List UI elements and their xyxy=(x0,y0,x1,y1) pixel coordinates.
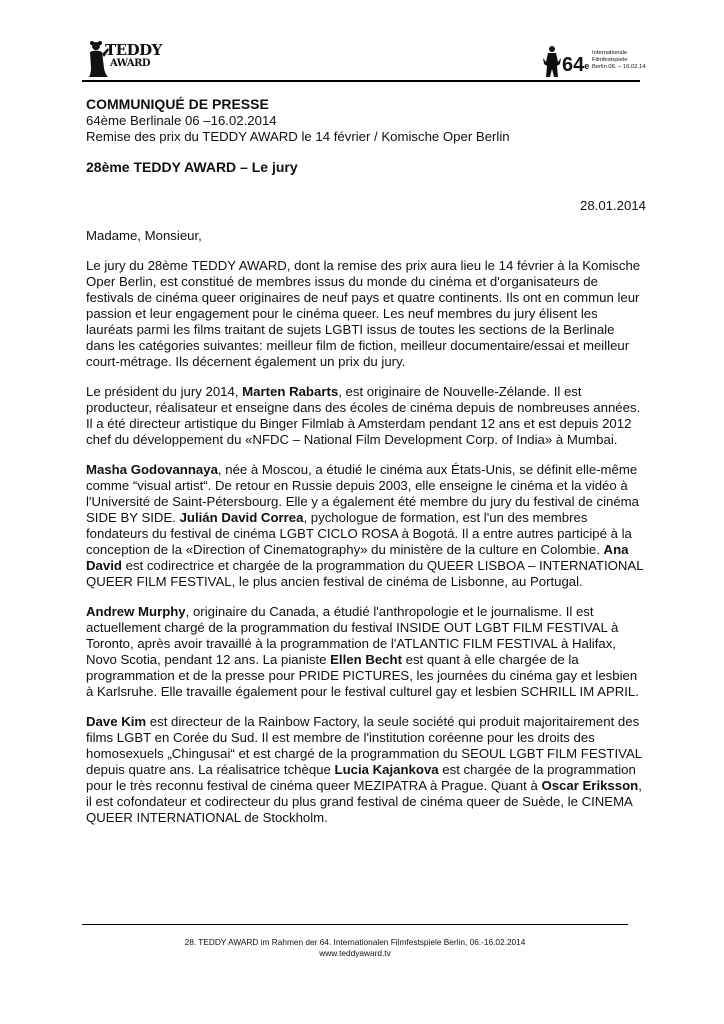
paragraph-jury-members-2: Andrew Murphy, originaire du Canada, a étudié l'anthropologie et le journalisme. Il est actuellement chargé de la programmation du festival INSIDE OUT LGBT FILM FESTIVAL à Toronto, après avoir travaillé à la programmation de l'ATLANTIC FILM FESTIVAL à Halifax, Novo Scotia, pendant 12 ans. La pianiste Ellen Becht est quant à elle chargée de la programmation et de la presse pour PRIDE PICTURES, les journées du cinéma gay et lesbien à Karlsruhe. Elle travaille également pour le festival culturel gay et lesbien SCHRILL IM APRIL. xyxy=(86,604,639,699)
press-subline-event: 64ème Berlinale 06 –16.02.2014 xyxy=(86,113,277,128)
berlinale-logo-text: Internationale Filmfestspiele Berlin 06. – 16.02.14 xyxy=(592,50,646,70)
paragraph-president: Le président du jury 2014, Marten Rabarts, est originaire de Nouvelle-Zélande. Il est producteur, réalisateur et enseigne dans des écoles de cinéma depuis de nombreuses années. Il a été directeur artistique du Binger Filmlab à Amsterdam pendant 12 ans et est depuis 2012 chef du développement du «NFDC – National Film Development Corp. of India» à Mumbai. xyxy=(86,384,641,447)
jury-member-name: Oscar Eriksson xyxy=(541,778,639,793)
press-release-heading: COMMUNIQUÉ DE PRESSE xyxy=(86,96,269,112)
page-footer xyxy=(82,937,628,959)
jury-member-name: Masha Godovannaya xyxy=(86,462,218,477)
logo-text-award: AWARD xyxy=(110,58,151,69)
jury-member-name: Ana David xyxy=(86,542,629,573)
berlinale-bear-icon xyxy=(542,44,562,78)
document-date: 28.01.2014 xyxy=(579,198,646,213)
jury-member-name: Andrew Murphy xyxy=(86,604,186,619)
jury-member-name: Ellen Becht xyxy=(330,652,402,667)
teddy-award-logo xyxy=(88,40,162,78)
document-body xyxy=(86,96,646,826)
logo-text-teddy: TEDDY xyxy=(105,41,162,59)
jury-member-name: Dave Kim xyxy=(86,714,147,729)
press-subline-ceremony: Remise des prix du TEDDY AWARD le 14 février / Komische Oper Berlin xyxy=(86,129,510,144)
document-title: 28ème TEDDY AWARD – Le jury xyxy=(86,159,298,175)
jury-member-name: Julián David Correa xyxy=(179,510,304,525)
jury-member-name: Marten Rabarts xyxy=(242,384,339,399)
paragraph-jury-members-1: Masha Godovannaya, née à Moscou, a étudié le cinéma aux États-Unis, se définit elle-même comme “visual artist“. De retour en Russie depuis 2003, elle enseigne le cinéma et la vidéo à l'Université de Saint-Pétersbourg. Elle y a également été membre du jury du festival de cinéma SIDE BY SIDE. Julián David Correa, pychologue de formation, est l'un des membres fondateurs du festival de cinéma LGBT CICLO ROSA à Bogotá. Il a entre autres participé à la conception de la «Direction of Cinematography» du ministère de la culture en Colombie. Ana David est codirectrice et chargée de la programmation du QUEER LISBOA – INTERNATIONAL QUEER FILM FESTIVAL, le plus ancien festival de cinéma de Lisbonne, au Portugal. xyxy=(86,462,644,589)
jury-member-name: Lucia Kajankova xyxy=(334,762,439,777)
footer-website-link[interactable]: www.teddyaward.tv xyxy=(319,948,391,958)
page-header xyxy=(0,0,724,82)
salutation: Madame, Monsieur, xyxy=(86,228,202,243)
berlinale-edition-number: 64e xyxy=(562,54,590,76)
footer-event-line: 28. TEDDY AWARD im Rahmen der 64. Internationalen Filmfestspiele Berlin, 06.-16.02.2014 xyxy=(184,937,526,947)
header-divider xyxy=(82,80,640,82)
berlinale-logo xyxy=(542,44,646,78)
footer-divider xyxy=(82,924,628,925)
paragraph-jury-members-3: Dave Kim est directeur de la Rainbow Factory, la seule société qui produit majoritairement des films LGBT en Corée du Sud. Il est membre de l'institution coréenne pour les droits des homosexuels „Chingusai“ et est chargé de la programmation du SEOUL LGBT FILM FESTIVAL depuis quatre ans. La réalisatrice tchèque Lucia Kajankova est chargée de la programmation pour le très reconnu festival de cinéma queer MEZIPATRA à Prague. Quant à Oscar Eriksson, il est cofondateur et codirecteur du plus grand festival de cinéma queer de Suède, le CINEMA QUEER INTERNATIONAL de Stockholm. xyxy=(86,714,642,825)
paragraph-intro: Le jury du 28ème TEDDY AWARD, dont la remise des prix aura lieu le 14 février à la Komische Oper Berlin, est constitué de membres issus du monde du cinéma et d'organisateurs de festivals de cinéma queer originaires de neuf pays et quatre continents. Ils ont en commun leur passion et leur engagement pour le cinéma queer. Les neuf membres du jury élisent les lauréats parmi les films traitant de sujets LGBTI issus de toutes les sections de la Berlinale dans les catégories suivantes: meilleur film de fiction, meilleur documentaire/essai et meilleur court-métrage. Ils décernent également un prix du jury. xyxy=(86,258,641,369)
